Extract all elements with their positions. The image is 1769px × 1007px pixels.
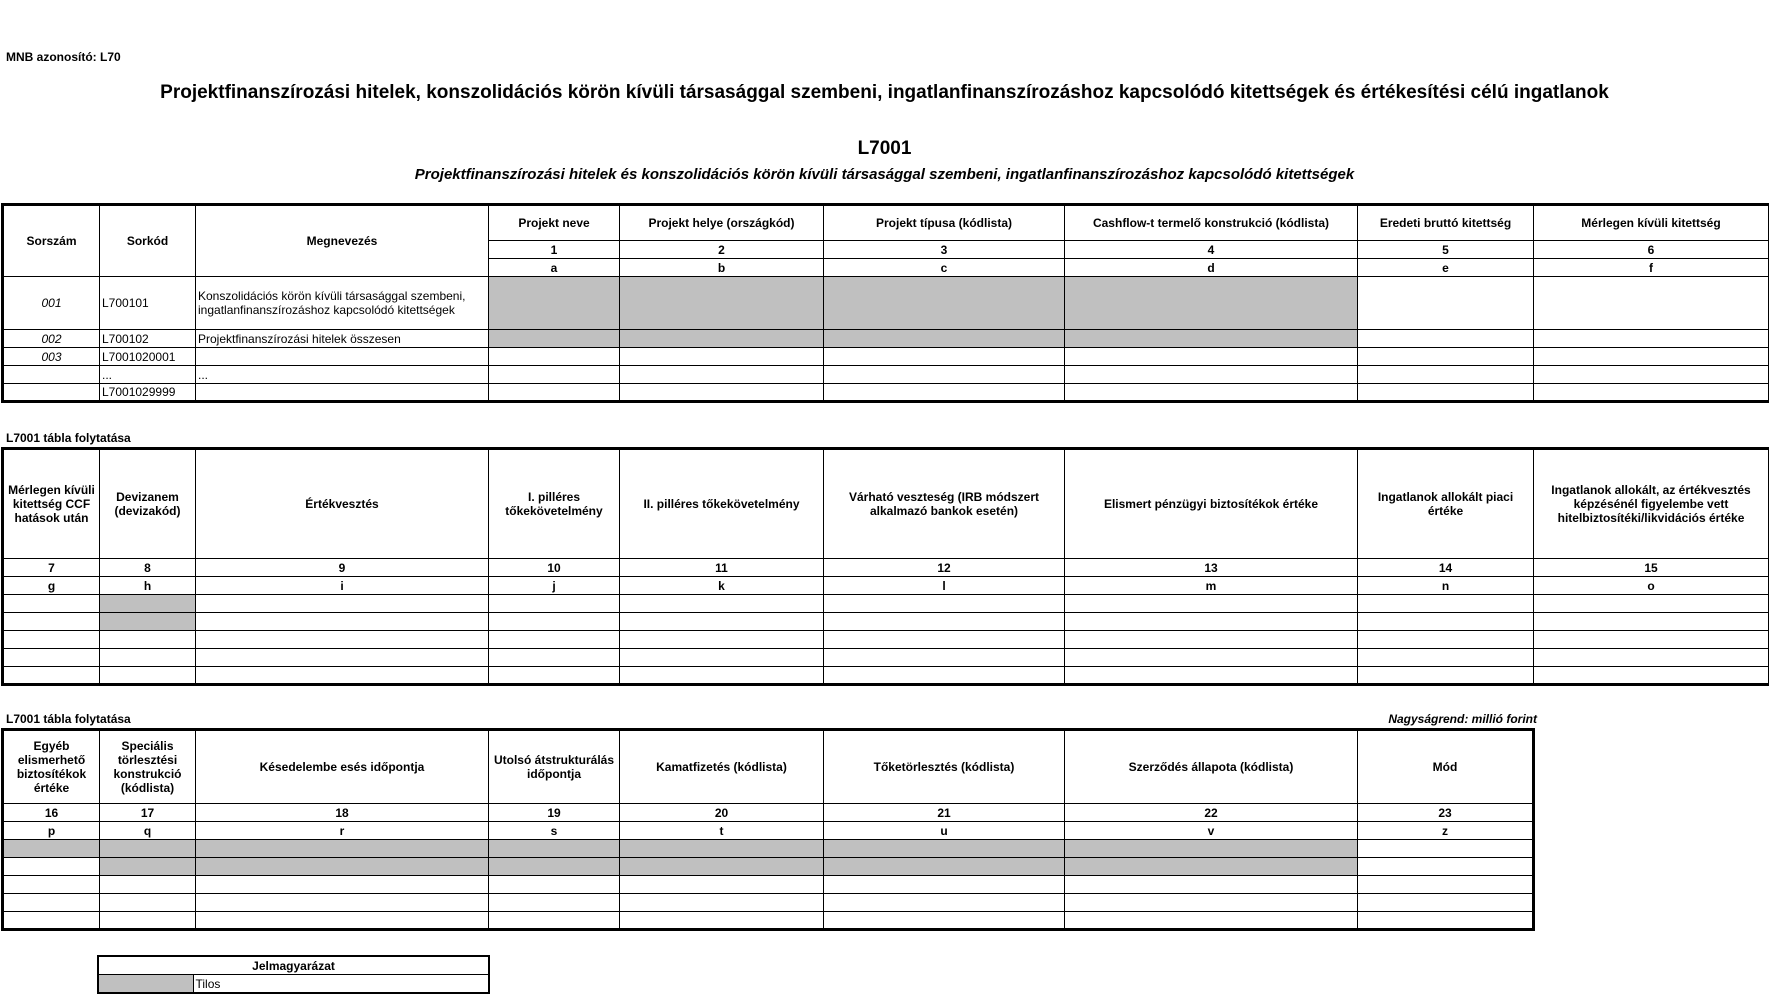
data-cell[interactable]: [620, 667, 824, 685]
data-cell[interactable]: [3, 894, 100, 912]
cell-forbidden: [489, 277, 620, 330]
data-cell[interactable]: [824, 613, 1065, 631]
col-number: 8: [100, 559, 196, 577]
col-letter: n: [1358, 577, 1534, 595]
table-row: [3, 330, 1769, 348]
data-cell[interactable]: [489, 912, 620, 930]
data-cell[interactable]: [3, 858, 100, 876]
data-cell[interactable]: [1534, 277, 1769, 330]
header-col-9: Értékvesztés: [196, 449, 489, 559]
data-cell[interactable]: [620, 876, 824, 894]
data-cell[interactable]: [100, 894, 196, 912]
table-row: [3, 613, 1769, 631]
cell-forbidden: [196, 858, 489, 876]
data-cell[interactable]: [620, 894, 824, 912]
header-col-18: Késedelembe esés időpontja: [196, 730, 489, 804]
data-cell[interactable]: [489, 894, 620, 912]
table-row: [3, 840, 1534, 858]
row-sorszam: 003: [3, 348, 100, 366]
legend-swatch-forbidden: [98, 975, 193, 994]
data-cell[interactable]: [824, 912, 1065, 930]
data-cell[interactable]: [3, 613, 100, 631]
table-row: [3, 858, 1534, 876]
col-number: 18: [196, 804, 489, 822]
header-col-23: Mód: [1358, 730, 1534, 804]
cell-forbidden: [824, 330, 1065, 348]
col-number: 2: [620, 241, 824, 259]
data-cell[interactable]: [1358, 277, 1534, 330]
data-cell[interactable]: [1065, 631, 1358, 649]
data-cell[interactable]: [1534, 595, 1769, 613]
data-cell[interactable]: [1534, 384, 1769, 402]
col-letter: f: [1534, 259, 1769, 277]
table-row: [3, 667, 1769, 685]
data-cell[interactable]: [489, 631, 620, 649]
cell-forbidden: [1065, 277, 1358, 330]
cell-forbidden: [620, 840, 824, 858]
cell-forbidden: [196, 840, 489, 858]
col-letter: s: [489, 822, 620, 840]
data-cell[interactable]: [1358, 595, 1534, 613]
table-l7001-part3: [1, 728, 1535, 931]
data-cell[interactable]: [824, 366, 1065, 384]
data-cell[interactable]: [196, 667, 489, 685]
col-number: 1: [489, 241, 620, 259]
data-cell[interactable]: [196, 613, 489, 631]
col-letter: h: [100, 577, 196, 595]
data-cell[interactable]: [1534, 631, 1769, 649]
table-row: [3, 384, 1769, 402]
header-col-21: Tőketörlesztés (kódlista): [824, 730, 1065, 804]
data-cell[interactable]: [489, 613, 620, 631]
row-sorkod: L7001029999: [100, 384, 196, 402]
col-letter: r: [196, 822, 489, 840]
col-letter: a: [489, 259, 620, 277]
col-number: 12: [824, 559, 1065, 577]
data-cell[interactable]: [1358, 840, 1534, 858]
cell-forbidden: [100, 858, 196, 876]
header-col-12: Várható veszteség (IRB módszert alkalmazó bankok esetén): [824, 449, 1065, 559]
col-number: 3: [824, 241, 1065, 259]
data-cell[interactable]: [1065, 876, 1358, 894]
col-number: 4: [1065, 241, 1358, 259]
row-sorszam: 002: [3, 330, 100, 348]
data-cell[interactable]: [620, 348, 824, 366]
cell-forbidden: [620, 858, 824, 876]
col-number: 13: [1065, 559, 1358, 577]
table-subtitle: Projektfinanszírozási hitelek és konszolidációs körön kívüli társasággal szembeni, ingatlanfinanszírozáshoz kapcsolódó kitettségek: [414, 166, 1355, 183]
row-sorkod: L7001020001: [100, 348, 196, 366]
header-col-16: Egyéb elismerhető biztosítékok értéke: [3, 730, 100, 804]
mnb-identifier: MNB azonosító: L70: [6, 50, 121, 64]
data-cell[interactable]: [824, 348, 1065, 366]
header-col-17: Speciális törlesztési konstrukció (kódlista): [100, 730, 196, 804]
row-sorkod: L700102: [100, 330, 196, 348]
cell-forbidden: [1065, 858, 1358, 876]
data-cell[interactable]: [196, 631, 489, 649]
col-number: 21: [824, 804, 1065, 822]
data-cell[interactable]: [100, 912, 196, 930]
header-col-6: Mérlegen kívüli kitettség: [1534, 205, 1769, 241]
cell-forbidden: [489, 858, 620, 876]
row-sorszam: 001: [3, 277, 100, 330]
col-letter: c: [824, 259, 1065, 277]
header-col-2: Projekt helye (országkód): [620, 205, 824, 241]
header-megnevezes: Megnevezés: [196, 205, 489, 277]
table-code: L7001: [857, 138, 912, 159]
row-sorkod: L700101: [100, 277, 196, 330]
cell-forbidden: [100, 595, 196, 613]
header-col-13: Elismert pénzügyi biztosítékok értéke: [1065, 449, 1358, 559]
data-cell[interactable]: [1358, 366, 1534, 384]
data-cell[interactable]: [1534, 366, 1769, 384]
data-cell[interactable]: [1065, 366, 1358, 384]
data-cell[interactable]: [824, 631, 1065, 649]
header-col-4: Cashflow-t termelő konstrukció (kódlista): [1065, 205, 1358, 241]
data-cell[interactable]: [1358, 876, 1534, 894]
cell-forbidden: [1065, 840, 1358, 858]
main-title: Projektfinanszírozási hitelek, konszolidációs körön kívüli társasággal szembeni, ingatlanfinanszírozáshoz kapcsolódó kitettségek és értékesítési célú ingatlanok: [160, 82, 1609, 103]
row-megnevezes: ...: [196, 366, 489, 384]
col-letter: l: [824, 577, 1065, 595]
col-letter: m: [1065, 577, 1358, 595]
data-cell[interactable]: [3, 876, 100, 894]
col-number: 6: [1534, 241, 1769, 259]
data-cell[interactable]: [620, 595, 824, 613]
table-row: [3, 595, 1769, 613]
data-cell[interactable]: [1065, 894, 1358, 912]
table-l7001-part1: [1, 203, 1769, 403]
col-letter: e: [1358, 259, 1534, 277]
row-megnevezes: [196, 384, 489, 402]
col-number: 19: [489, 804, 620, 822]
cell-forbidden: [489, 840, 620, 858]
data-cell[interactable]: [1358, 667, 1534, 685]
continuation-label: L7001 tábla folytatása: [6, 431, 131, 445]
col-letter: t: [620, 822, 824, 840]
data-cell[interactable]: [489, 667, 620, 685]
data-cell[interactable]: [3, 595, 100, 613]
col-number: 22: [1065, 804, 1358, 822]
table-row: [3, 649, 1769, 667]
data-cell[interactable]: [1065, 348, 1358, 366]
col-number: 9: [196, 559, 489, 577]
data-cell[interactable]: [196, 595, 489, 613]
data-cell[interactable]: [1358, 894, 1534, 912]
data-cell[interactable]: [620, 631, 824, 649]
data-cell[interactable]: [1534, 667, 1769, 685]
cell-forbidden: [824, 277, 1065, 330]
row-sorszam: [3, 366, 100, 384]
data-cell[interactable]: [1358, 348, 1534, 366]
data-cell[interactable]: [1065, 912, 1358, 930]
data-cell[interactable]: [1065, 595, 1358, 613]
header-col-14: Ingatlanok allokált piaci értéke: [1358, 449, 1534, 559]
table-l7001-part2: [1, 447, 1769, 686]
data-cell[interactable]: [3, 631, 100, 649]
col-letter: d: [1065, 259, 1358, 277]
col-number: 11: [620, 559, 824, 577]
data-cell[interactable]: [100, 631, 196, 649]
data-cell[interactable]: [196, 649, 489, 667]
data-cell[interactable]: [1358, 330, 1534, 348]
col-number: 17: [100, 804, 196, 822]
cell-forbidden: [3, 840, 100, 858]
data-cell[interactable]: [824, 384, 1065, 402]
header-col-3: Projekt típusa (kódlista): [824, 205, 1065, 241]
header-col-10: I. pilléres tőkekövetelmény: [489, 449, 620, 559]
data-cell[interactable]: [1065, 613, 1358, 631]
col-number: 20: [620, 804, 824, 822]
cell-forbidden: [620, 277, 824, 330]
data-cell[interactable]: [620, 366, 824, 384]
data-cell[interactable]: [489, 649, 620, 667]
data-cell[interactable]: [824, 667, 1065, 685]
row-sorszam: [3, 384, 100, 402]
data-cell[interactable]: [620, 613, 824, 631]
unit-label: Nagyságrend: millió forint: [1388, 712, 1537, 726]
row-sorkod: ...: [100, 366, 196, 384]
data-cell[interactable]: [824, 595, 1065, 613]
data-cell[interactable]: [489, 366, 620, 384]
col-number: 14: [1358, 559, 1534, 577]
col-letter: z: [1358, 822, 1534, 840]
data-cell[interactable]: [1065, 384, 1358, 402]
col-letter: v: [1065, 822, 1358, 840]
header-sorkod: Sorkód: [100, 205, 196, 277]
data-cell[interactable]: [1358, 384, 1534, 402]
header-col-19: Utolsó átstrukturálás időpontja: [489, 730, 620, 804]
data-cell[interactable]: [1358, 912, 1534, 930]
legend: [97, 955, 490, 994]
cell-forbidden: [1065, 330, 1358, 348]
cell-forbidden: [824, 858, 1065, 876]
data-cell[interactable]: [1358, 649, 1534, 667]
header-col-20: Kamatfizetés (kódlista): [620, 730, 824, 804]
legend-label-forbidden: Tilos: [193, 975, 489, 994]
data-cell[interactable]: [824, 876, 1065, 894]
data-cell[interactable]: [489, 384, 620, 402]
data-cell[interactable]: [100, 667, 196, 685]
data-cell[interactable]: [1358, 613, 1534, 631]
data-cell[interactable]: [1534, 613, 1769, 631]
col-number: 10: [489, 559, 620, 577]
data-cell[interactable]: [1534, 348, 1769, 366]
col-letter: g: [3, 577, 100, 595]
col-letter: o: [1534, 577, 1769, 595]
col-letter: b: [620, 259, 824, 277]
data-cell[interactable]: [824, 649, 1065, 667]
data-cell[interactable]: [1065, 667, 1358, 685]
header-col-5: Eredeti bruttó kitettség: [1358, 205, 1534, 241]
table-row: [3, 366, 1769, 384]
cell-forbidden: [100, 840, 196, 858]
cell-forbidden: [100, 613, 196, 631]
header-col-1: Projekt neve: [489, 205, 620, 241]
data-cell[interactable]: [196, 912, 489, 930]
header-col-11: II. pilléres tőkekövetelmény: [620, 449, 824, 559]
header-col-8: Devizanem (devizakód): [100, 449, 196, 559]
data-cell[interactable]: [1065, 649, 1358, 667]
continuation-label: L7001 tábla folytatása: [6, 712, 131, 726]
data-cell[interactable]: [3, 912, 100, 930]
data-cell[interactable]: [489, 348, 620, 366]
table-row: [3, 912, 1534, 930]
col-letter: q: [100, 822, 196, 840]
col-letter: j: [489, 577, 620, 595]
data-cell[interactable]: [620, 384, 824, 402]
col-number: 5: [1358, 241, 1534, 259]
col-letter: u: [824, 822, 1065, 840]
col-number: 23: [1358, 804, 1534, 822]
row-megnevezes: Konszolidációs körön kívüli társasággal szembeni, ingatlanfinanszírozáshoz kapcsolódó kitettségek: [196, 277, 489, 330]
col-number: 15: [1534, 559, 1769, 577]
legend-title: Jelmagyarázat: [98, 956, 489, 975]
table-row: [3, 876, 1534, 894]
col-letter: p: [3, 822, 100, 840]
header-col-22: Szerződés állapota (kódlista): [1065, 730, 1358, 804]
data-cell[interactable]: [489, 595, 620, 613]
cell-forbidden: [824, 840, 1065, 858]
data-cell[interactable]: [1534, 649, 1769, 667]
table-row: [3, 631, 1769, 649]
header-sorszam: Sorszám: [3, 205, 100, 277]
data-cell[interactable]: [824, 894, 1065, 912]
row-megnevezes: [196, 348, 489, 366]
data-cell[interactable]: [620, 912, 824, 930]
col-number: 16: [3, 804, 100, 822]
row-megnevezes: Projektfinanszírozási hitelek összesen: [196, 330, 489, 348]
data-cell[interactable]: [100, 649, 196, 667]
header-col-7: Mérlegen kívüli kitettség CCF hatások után: [3, 449, 100, 559]
data-cell[interactable]: [1358, 631, 1534, 649]
table-row: [3, 348, 1769, 366]
data-cell[interactable]: [489, 876, 620, 894]
data-cell[interactable]: [196, 894, 489, 912]
data-cell[interactable]: [3, 667, 100, 685]
data-cell[interactable]: [620, 649, 824, 667]
table-row: [3, 894, 1534, 912]
col-number: 7: [3, 559, 100, 577]
cell-forbidden: [489, 330, 620, 348]
data-cell[interactable]: [100, 876, 196, 894]
header-col-15: Ingatlanok allokált, az értékvesztés képzésénél figyelembe vett hitelbiztosítéki/likvidációs értéke: [1534, 449, 1769, 559]
data-cell[interactable]: [196, 876, 489, 894]
col-letter: k: [620, 577, 824, 595]
data-cell[interactable]: [1534, 330, 1769, 348]
data-cell[interactable]: [3, 649, 100, 667]
col-letter: i: [196, 577, 489, 595]
cell-forbidden: [620, 330, 824, 348]
table-row: [3, 277, 1769, 330]
data-cell[interactable]: [1358, 858, 1534, 876]
